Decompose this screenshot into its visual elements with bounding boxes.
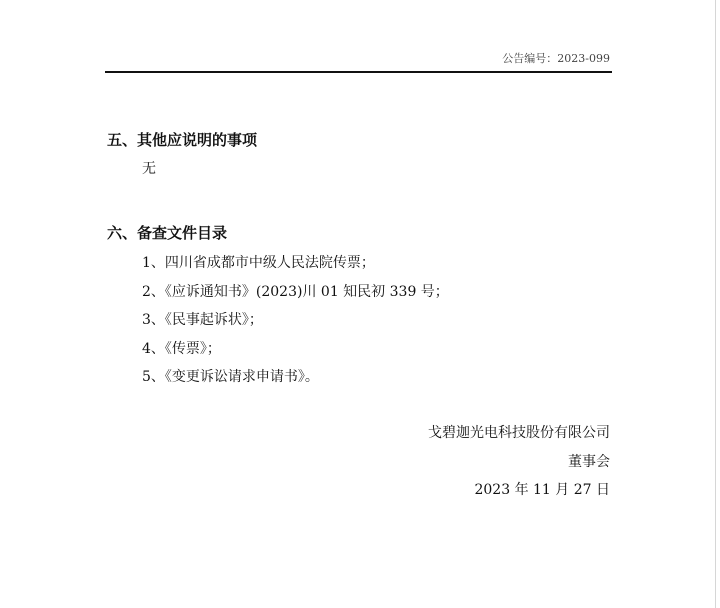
signature-date: 2023 年 11 月 27 日 bbox=[474, 482, 610, 498]
list-item: 2、《应诉通知书》(2023)川 01 知民初 339 号； bbox=[142, 284, 449, 300]
list-item: 1、四川省成都市中级人民法院传票； bbox=[142, 255, 375, 271]
section-5-content: 无 bbox=[142, 161, 156, 177]
list-item: 5、《变更诉讼请求申请书》。 bbox=[142, 369, 319, 385]
announcement-number: 公告编号：2023-099 bbox=[502, 52, 610, 65]
list-item: 4、《传票》； bbox=[142, 341, 221, 357]
page-edge-line bbox=[715, 0, 716, 608]
signature-company: 戈碧迦光电科技股份有限公司 bbox=[428, 425, 610, 441]
section-5-heading: 五、其他应说明的事项 bbox=[107, 131, 258, 149]
header-rule bbox=[105, 71, 612, 73]
list-item: 3、《民事起诉状》； bbox=[142, 312, 263, 328]
signature-board: 董事会 bbox=[568, 454, 610, 470]
section-6-heading: 六、备查文件目录 bbox=[107, 224, 228, 242]
